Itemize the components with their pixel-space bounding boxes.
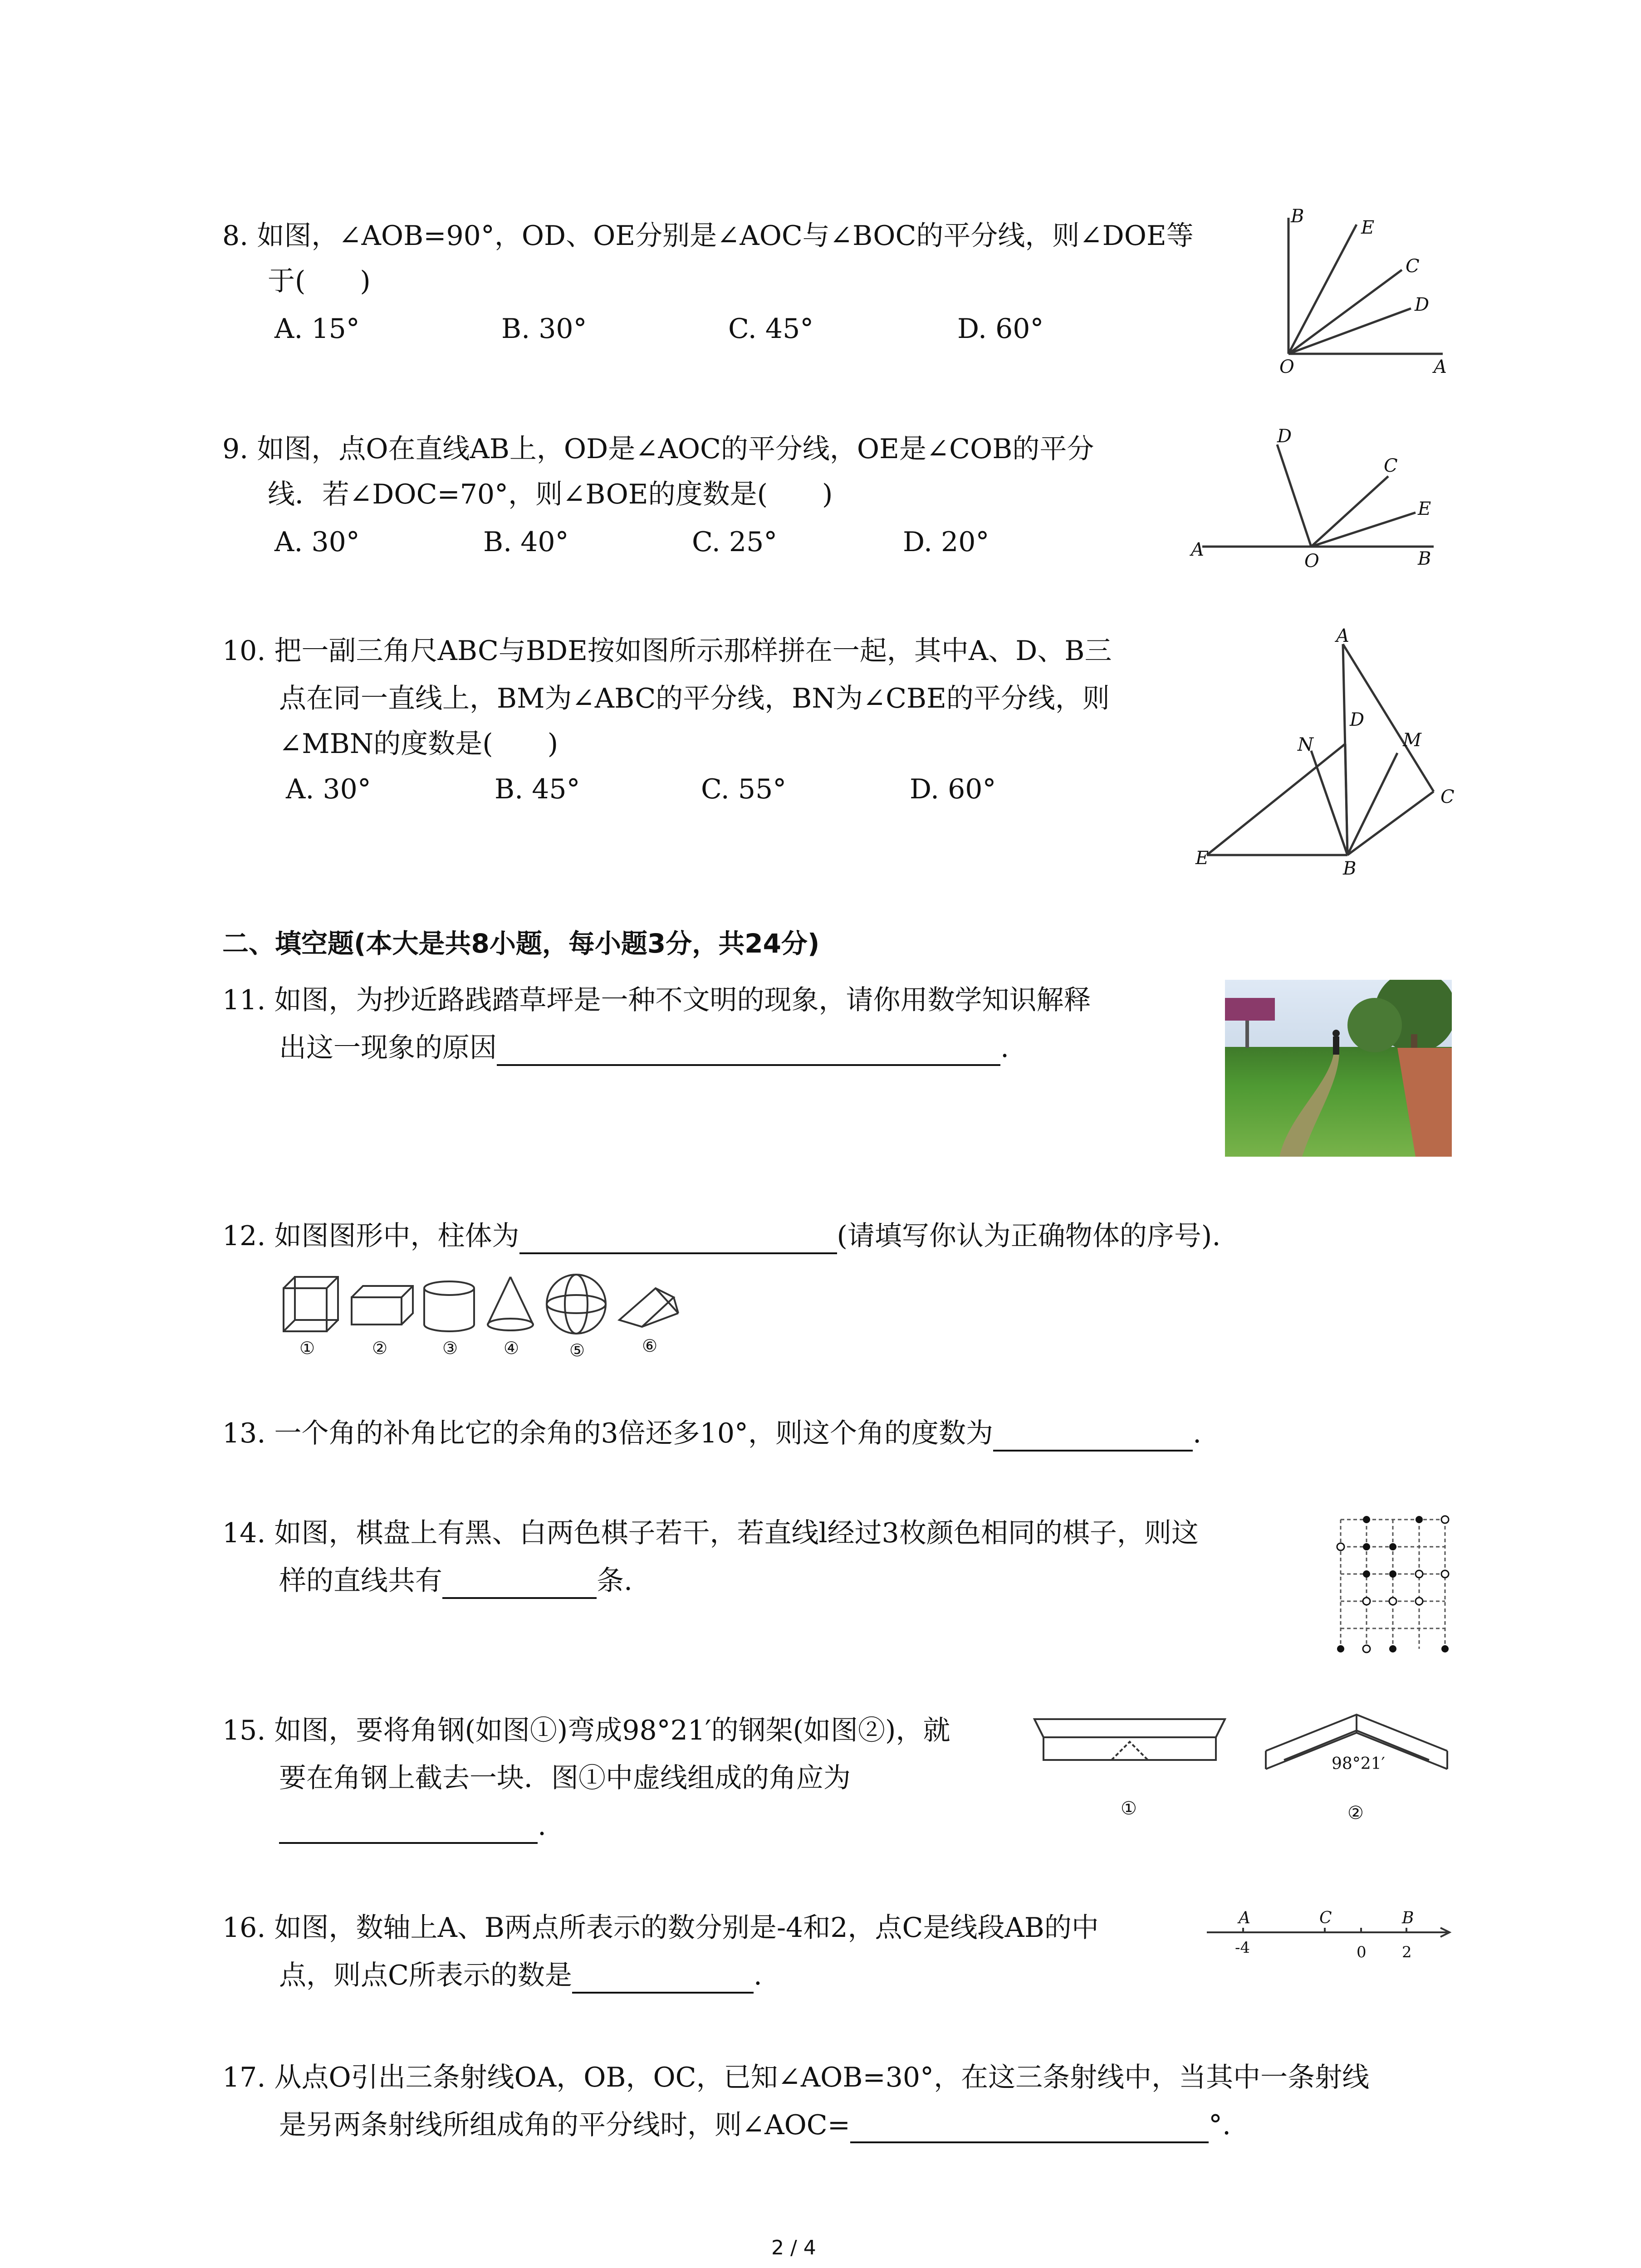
q10-label-m: M — [1403, 730, 1421, 751]
q10-label-e: E — [1195, 848, 1209, 869]
q9-label-b: B — [1418, 548, 1431, 569]
page-number: 2 / 4 — [771, 2236, 816, 2259]
q10-label-a: A — [1336, 626, 1349, 646]
q14-line1: 14. 如图，棋盘上有黑、白两色棋子若干，若直线l经过3枚颜色相同的棋子，则这 — [222, 1517, 1199, 1549]
q15-angle-steel-figure — [1030, 1706, 1461, 1842]
section2-heading: 二、填空题(本大是共8小题，每小题3分，共24分) — [222, 928, 820, 959]
q8-label-c: C — [1406, 256, 1420, 277]
q10-label-d: D — [1350, 709, 1365, 730]
q8-label-d: D — [1415, 294, 1430, 315]
q9-label-o: O — [1304, 551, 1319, 572]
q16-point-c: C — [1319, 1909, 1332, 1927]
q9-label-e: E — [1418, 499, 1431, 519]
q11-line2 — [279, 1030, 1009, 1066]
q16-line2-prefix: 点，则点C所表示的数是 — [279, 1960, 572, 1991]
q14-line2-suffix: 条. — [597, 1565, 633, 1597]
q13-line1-prefix: 13. 一个角的补角比它的余角的3倍还多10°，则这个角的度数为 — [222, 1418, 994, 1449]
q9-line1: 9. 如图，点O在直线AB上，OD是∠AOC的平分线，OE是∠COB的平分 — [222, 433, 1094, 465]
q12-shape-label-1: ① — [299, 1338, 315, 1358]
q12-line1-suffix: (请填写你认为正确物体的序号). — [837, 1220, 1221, 1252]
q9-label-d: D — [1277, 426, 1292, 447]
q12-shape-label-6: ⑥ — [642, 1336, 658, 1356]
q12-shape-label-2: ② — [372, 1338, 388, 1358]
q12-shape-label-3: ③ — [442, 1338, 458, 1358]
q8-label-o: O — [1279, 357, 1294, 377]
q14-line2-prefix: 样的直线共有 — [279, 1565, 442, 1597]
q17-line2 — [279, 2107, 1231, 2143]
q10-label-n: N — [1298, 734, 1313, 755]
q17-line1: 17. 从点O引出三条射线OA，OB，OC，已知∠AOB=30°，在这三条射线中，当其中一条射线 — [222, 2062, 1370, 2093]
q10-line3: ∠MBN的度数是( ) — [279, 728, 558, 760]
q14-chessboard-figure — [1334, 1513, 1452, 1658]
q16-line2 — [279, 1957, 762, 1994]
q10-label-c: C — [1440, 787, 1455, 807]
q10-line1: 10. 把一副三角尺ABC与BDE按如图所示那样拼在一起，其中A、D、B三 — [222, 635, 1112, 667]
q12-answer-blank[interactable] — [519, 1224, 837, 1254]
q13-line1 — [222, 1415, 1201, 1452]
q15-answer-blank[interactable] — [279, 1814, 538, 1844]
q8-angle-figure — [1270, 204, 1465, 376]
q8-option-b: B. 30° — [501, 313, 587, 345]
q17-line2-suffix: °. — [1208, 2109, 1231, 2141]
q13-answer-blank[interactable] — [993, 1422, 1193, 1452]
lawn-photo — [1225, 980, 1452, 1157]
q9-line2: 线．若∠DOC=70°，则∠BOE的度数是( ) — [268, 479, 833, 510]
q12-shape-label-4: ④ — [504, 1338, 519, 1358]
q9-angle-figure — [1189, 426, 1443, 576]
q9-option-a: A. 30° — [274, 526, 360, 558]
q8-option-c: C. 45° — [728, 313, 814, 345]
q11-line2-suffix: . — [1000, 1032, 1009, 1064]
q17-answer-blank[interactable] — [850, 2113, 1209, 2143]
q11-line2-prefix: 出这一现象的原因 — [279, 1032, 497, 1064]
q12-line1-prefix: 12. 如图图形中，柱体为 — [222, 1220, 519, 1252]
q8-option-d: D. 60° — [957, 313, 1044, 345]
q16-line2-suffix: . — [753, 1960, 762, 1991]
q12-line1 — [222, 1218, 1220, 1254]
q15-fig1-label: ① — [1121, 1798, 1137, 1819]
q9-option-c: C. 25° — [692, 526, 778, 558]
q8-label-a: A — [1434, 357, 1447, 377]
q15-fig2-label: ② — [1347, 1803, 1364, 1823]
q11-line1: 11. 如图，为抄近路践踏草坪是一种不文明的现象，请你用数学知识解释 — [222, 984, 1091, 1016]
q16-number-line — [1202, 1905, 1456, 1964]
q11-answer-blank[interactable] — [497, 1036, 1000, 1066]
q10-option-c: C. 55° — [701, 773, 787, 805]
q14-line2 — [279, 1563, 632, 1599]
q12-shape-label-5: ⑤ — [569, 1340, 585, 1360]
q15-angle-label: 98°21′ — [1332, 1755, 1385, 1773]
q8-label-b: B — [1291, 206, 1304, 227]
q16-point-a: A — [1239, 1909, 1250, 1927]
q8-label-e: E — [1361, 217, 1375, 238]
q17-line2-prefix: 是另两条射线所组成角的平分线时，则∠AOC= — [279, 2109, 850, 2141]
q10-triangle-figure — [1189, 626, 1461, 879]
q14-answer-blank[interactable] — [442, 1569, 597, 1599]
q10-option-d: D. 60° — [910, 773, 996, 805]
q10-line2: 点在同一直线上，BM为∠ABC的平分线，BN为∠CBE的平分线，则 — [279, 683, 1110, 714]
q16-tick-neg4: -4 — [1235, 1939, 1250, 1957]
q9-option-d: D. 20° — [903, 526, 989, 558]
q10-option-a: A. 30° — [286, 773, 371, 805]
q15-line1: 15. 如图，要将角钢(如图①)弯成98°21′的钢架(如图②)，就 — [222, 1715, 950, 1746]
q16-tick-0: 0 — [1357, 1943, 1367, 1961]
q16-line1: 16. 如图，数轴上A、B两点所表示的数分别是-4和2，点C是线段AB的中 — [222, 1912, 1099, 1944]
q8-option-a: A. 15° — [274, 313, 360, 345]
q16-point-b: B — [1402, 1909, 1414, 1927]
q16-tick-2: 2 — [1402, 1943, 1412, 1961]
q9-label-a: A — [1191, 539, 1204, 560]
q9-option-b: B. 40° — [483, 526, 569, 558]
q13-line1-suffix: . — [1193, 1418, 1202, 1449]
q8-line1: 8. 如图，∠AOB=90°，OD、OE分别是∠AOC与∠BOC的平分线，则∠DOE等 — [222, 220, 1194, 252]
q15-line3 — [279, 1808, 546, 1844]
q10-option-b: B. 45° — [495, 773, 580, 805]
q8-line2: 于( ) — [268, 265, 371, 297]
q15-line3-suffix: . — [538, 1810, 547, 1842]
q16-answer-blank[interactable] — [572, 1964, 754, 1994]
q10-label-b: B — [1343, 858, 1357, 879]
q12-solid-shapes — [279, 1270, 710, 1361]
q9-label-c: C — [1384, 455, 1398, 476]
q15-line2: 要在角钢上截去一块．图①中虚线组成的角应为 — [279, 1762, 851, 1794]
